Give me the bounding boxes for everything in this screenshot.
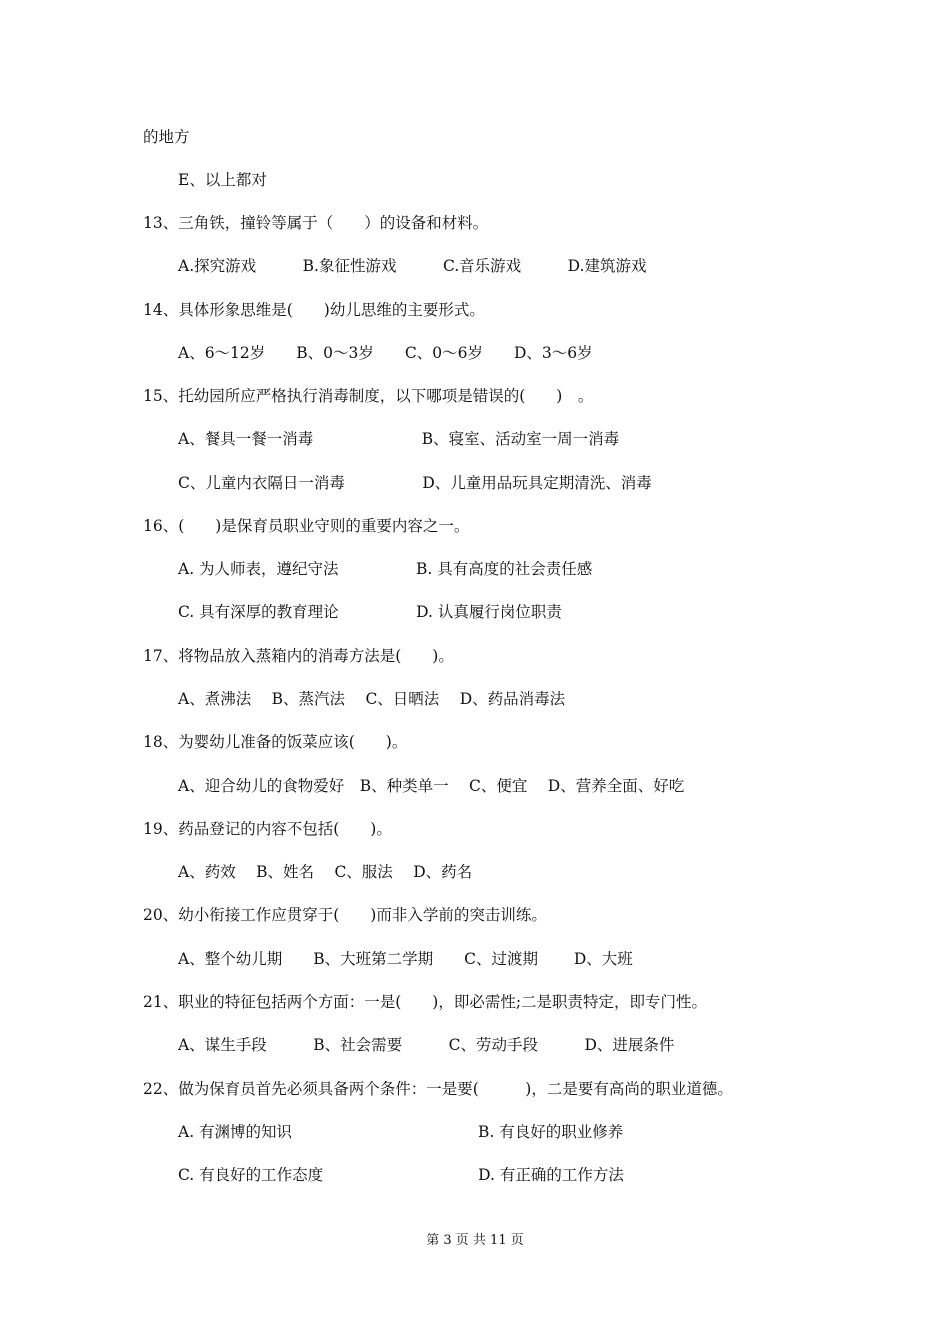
options-20: A、整个幼儿期 B、大班第二学期 C、过渡期 D、大班 <box>178 950 633 968</box>
question-20: 20、幼小衔接工作应贯穿于( )而非入学前的突击训练。 <box>143 906 547 924</box>
question-15: 15、托幼园所应严格执行消毒制度，以下哪项是错误的( ) 。 <box>143 387 594 405</box>
options-19: A、药效 B、姓名 C、服法 D、药名 <box>178 863 473 881</box>
options-15-cd: C、儿童内衣隔日一消毒 D、儿童用品玩具定期清洗、消毒 <box>178 474 652 492</box>
question-19: 19、药品登记的内容不包括( )。 <box>143 820 392 838</box>
options-15-ab: A、餐具一餐一消毒 B、寝室、活动室一周一消毒 <box>178 430 620 448</box>
options-22-ab: A. 有渊博的知识 B. 有良好的职业修养 <box>178 1123 624 1141</box>
question-21: 21、职业的特征包括两个方面：一是( )，即必需性;二是职责特定，即专门性。 <box>143 993 708 1011</box>
option-line: E、以上都对 <box>178 171 267 189</box>
options-22-cd: C. 有良好的工作态度 D. 有正确的工作方法 <box>178 1166 624 1184</box>
question-22: 22、做为保育员首先必须具备两个条件：一是要( )，二是要有高尚的职业道德。 <box>143 1080 733 1098</box>
question-18: 18、为婴幼儿准备的饭菜应该( )。 <box>143 733 408 751</box>
options-16-ab: A. 为人师表，遵纪守法 B. 具有高度的社会责任感 <box>178 560 593 578</box>
question-14: 14、具体形象思维是( )幼儿思维的主要形式。 <box>143 301 485 319</box>
options-21: A、谋生手段 B、社会需要 C、劳动手段 D、进展条件 <box>178 1036 675 1054</box>
question-13: 13、三角铁，撞铃等属于（ ）的设备和材料。 <box>143 214 489 232</box>
text-line: 的地方 <box>143 128 190 146</box>
options-17: A、煮沸法 B、蒸汽法 C、日晒法 D、药品消毒法 <box>178 690 566 708</box>
page-footer: 第 3 页 共 11 页 <box>426 1233 524 1248</box>
question-16: 16、( )是保育员职业守则的重要内容之一。 <box>143 517 470 535</box>
options-16-cd: C. 具有深厚的教育理论 D. 认真履行岗位职责 <box>178 603 562 621</box>
question-17: 17、将物品放入蒸箱内的消毒方法是( )。 <box>143 647 454 665</box>
options-13: A.探究游戏 B.象征性游戏 C.音乐游戏 D.建筑游戏 <box>178 257 647 275</box>
options-18: A、迎合幼儿的食物爱好 B、种类单一 C、便宜 D、营养全面、好吃 <box>178 777 685 795</box>
options-14: A、6～12岁 B、0～3岁 C、0～6岁 D、3～6岁 <box>178 344 593 362</box>
